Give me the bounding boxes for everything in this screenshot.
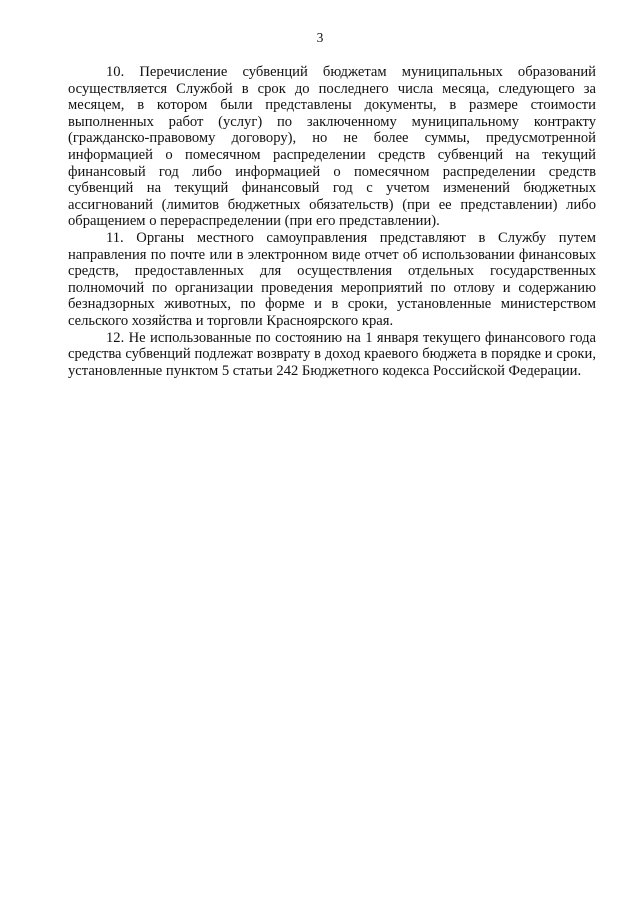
paragraph-12: 12. Не использованные по состоянию на 1 января текущего финансового года средства субвенций подлежат возврату в доход краевого бюджета в порядке и сроки, установленные пунктом 5 статьи 242 Бюджетного кодекса Российской Федерации. <box>68 329 596 379</box>
paragraph-11: 11. Органы местного самоуправления представляют в Службу путем направления по почте или в электронном виде отчет об использовании финансовых средств, предоставленных для осуществления отдельных государственных полномочий по организации проведения мероприятий по отлову и содержанию безнадзорных животных, по форме и в сроки, установленные министерством сельского хозяйства и торговли Красноярского края. <box>68 229 596 329</box>
page-number: 3 <box>316 30 324 45</box>
paragraph-10: 10. Перечисление субвенций бюджетам муниципальных образований осуществляется Службой в срок до последнего числа месяца, следующего за месяцем, в котором были представлены документы, в размере стоимости выполненных работ (услуг) по заключенному муниципальному контракту (гражданско-правовому договору), но не более суммы, предусмотренной информацией о помесячном распределении средств субвенций на текущий финансовый год либо информацией о помесячном распределении средств субвенций на текущий финансовый год с учетом изменений бюджетных ассигнований (лимитов бюджетных обязательств) (при ее представлении) либо обращением о перераспределении (при его представлении). <box>68 64 596 230</box>
document-body <box>68 64 596 379</box>
